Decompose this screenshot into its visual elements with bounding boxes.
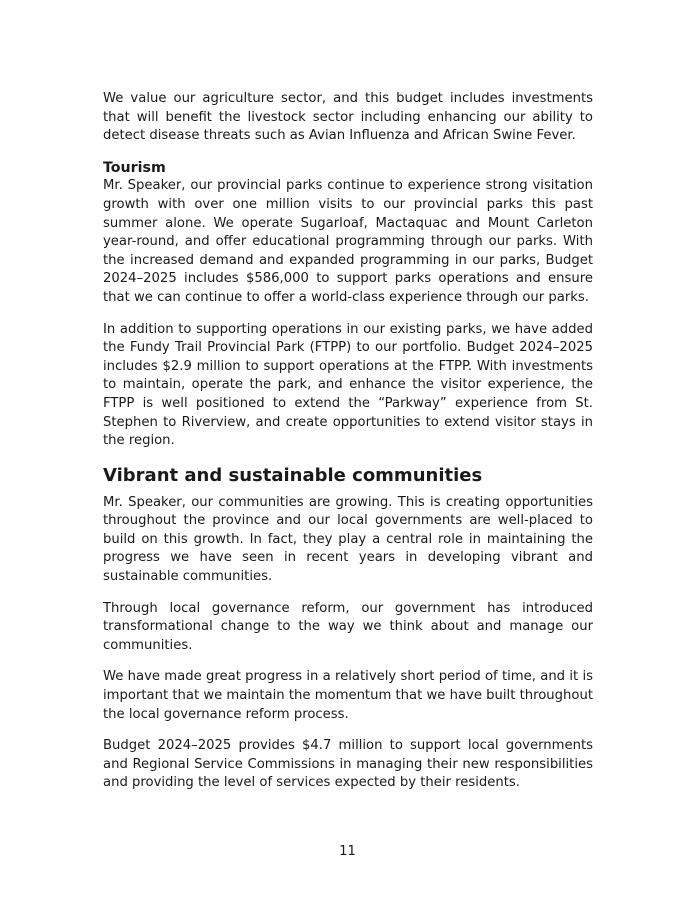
page-number: 11: [339, 844, 356, 859]
agriculture-paragraph: We value our agriculture sector, and this budget includes investments that will benefit the livestock sector including enhancing our ability to detect disease threats such as Avian Influenza and African Swine Fever.: [103, 91, 593, 144]
tourism-paragraph-2: In addition to supporting operations in our existing parks, we have added the Fundy Trail Provincial Park (FTPP) to our portfolio. Budget 2024–2025 includes $2.9 million to support operations at the FTPP. With investments to maintain, operate the park, and enhance the visitor experience, the FTPP is well positioned to extend the “Parkway” experience from St. Stephen to Riverview, and create opportunities to extend visitor stays in the region.: [103, 321, 593, 449]
communities-heading: Vibrant and sustainable communities: [103, 464, 483, 486]
communities-paragraph-4: Budget 2024–2025 provides $4.7 million to support local governments and Regional Service Commissions in managing their new responsibilities and providing the level of services expected by their residents.: [103, 738, 593, 791]
tourism-paragraph-1: Mr. Speaker, our provincial parks continue to experience strong visitation growth with over one million visits to our provincial parks this past summer alone. We operate Sugarloaf, Mactaquac and Mount Carleton year-round, and offer educational programming through our parks. With the increased demand and expanded programming in our parks, Budget 2024–2025 includes $586,000 to support parks operations and ensure that we can continue to offer a world-class experience through our parks.: [103, 178, 593, 305]
communities-paragraph-3: We have made great progress in a relatively short period of time, and it is important that we maintain the momentum that we have built throughout the local governance reform process.: [103, 669, 593, 722]
communities-paragraph-1: Mr. Speaker, our communities are growing. This is creating opportunities throughout the province and our local governments are well-placed to build on this growth. In fact, they play a central role in maintaining the progress we have seen in recent years in developing vibrant and sustainable communities.: [103, 494, 593, 585]
tourism-heading: Tourism: [103, 159, 166, 176]
communities-paragraph-2: Through local governance reform, our government has introduced transformational change to the way we think about and manage our communities.: [103, 600, 593, 653]
document-body: [103, 90, 593, 806]
